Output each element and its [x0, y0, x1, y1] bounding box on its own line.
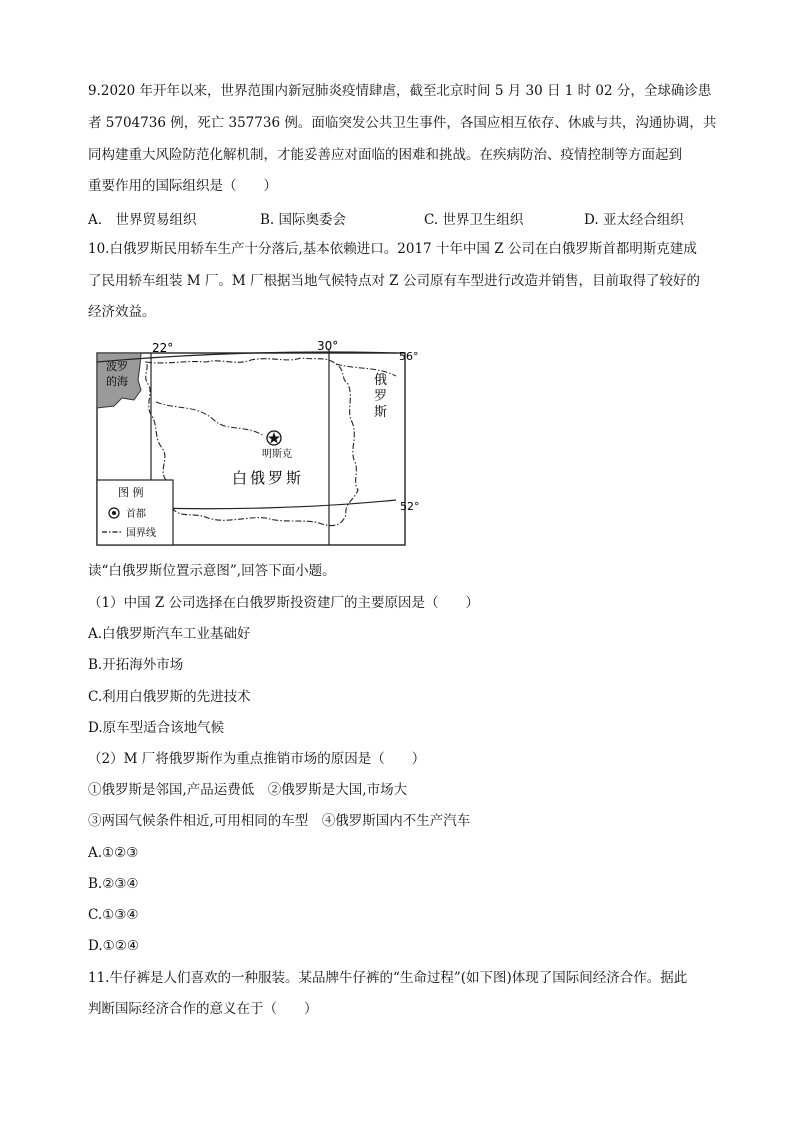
q11-line-1: 11.牛仔裤是人们喜欢的一种服装。某品牌牛仔裤的“生命过程”(如下图)体现了国际间经济合作。据此 — [88, 970, 688, 986]
baltic-label-1: 波罗 — [106, 360, 128, 373]
russia-label-3: 斯 — [374, 405, 388, 420]
q10-sub2-statement-1: ①俄罗斯是邻国,产品运费低 ②俄罗斯是大国,市场大 — [88, 782, 408, 798]
q10-line-2: 了民用轿车组装 M 厂。M 厂根据当地气候特点对 Z 公司原有车型进行改造并销售，目前取得了较好的 — [88, 273, 700, 289]
q9-option-c[interactable]: C. 世界卫生组织 — [424, 212, 524, 228]
q9-line-3: 同构建重大风险防范化解机制，才能妥善应对面临的困难和挑战。在疾病防治、疫情控制等方面起到 — [88, 147, 682, 163]
q10-sub2-option-b[interactable]: B.②③④ — [88, 876, 139, 892]
legend-capital-label: 首都 — [126, 509, 146, 520]
lat-bottom-label: 52° — [400, 500, 420, 513]
q10-sub2-option-d[interactable]: D.①②④ — [88, 938, 139, 954]
q10-sub1-option-b[interactable]: B.开拓海外市场 — [88, 657, 184, 673]
q9-options — [88, 208, 728, 226]
q10-sub2-statement-2: ③两国气候条件相近,可用相同的车型 ④俄罗斯国内不生产汽车 — [88, 813, 471, 829]
lon-right-label: 30° — [317, 340, 339, 353]
lat-top-label: 56° — [399, 350, 419, 363]
capital-label: 明斯克 — [262, 449, 292, 460]
q11-line-2: 判断国际经济合作的意义在于（ ） — [88, 1001, 318, 1017]
belarus-location-map — [96, 340, 426, 550]
q10-sub2-option-c[interactable]: C.①③④ — [88, 907, 139, 923]
baltic-label-2: 的海 — [106, 375, 128, 388]
country-label: 白俄罗斯 — [232, 469, 305, 487]
q10-sub1-question: （1）中国 Z 公司选择在白俄罗斯投资建厂的主要原因是（ ） — [88, 595, 480, 611]
q10-line-3: 经济效益。 — [88, 304, 156, 320]
lon-left-label: 22° — [152, 341, 174, 355]
q10-line-1: 10.白俄罗斯民用轿车生产十分落后,基本依赖进口。2017 十年中国 Z 公司在白俄罗斯首都明斯克建成 — [88, 241, 697, 257]
q9-option-d[interactable]: D. 亚太经合组织 — [584, 212, 684, 228]
q9-option-b[interactable]: B. 国际奥委会 — [260, 212, 347, 228]
q10-sub2-question: （2）M 厂将俄罗斯作为重点推销市场的原因是（ ） — [88, 751, 426, 767]
russia-label-2: 罗 — [374, 389, 388, 404]
q10-sub1-option-c[interactable]: C.利用白俄罗斯的先进技术 — [88, 689, 251, 705]
map-read-instruction: 读“白俄罗斯位置示意图”,回答下面小题。 — [88, 563, 336, 579]
q9-option-a[interactable]: A. 世界贸易组织 — [88, 212, 197, 228]
q9-line-1: 9.2020 年开年以来，世界范围内新冠肺炎疫情肆虐，截至北京时间 5 月 30 日 1 时 02 分，全球确诊患 — [88, 83, 712, 99]
q9-line-4: 重要作用的国际组织是（ ） — [88, 178, 277, 194]
q10-sub2-option-a[interactable]: A.①②③ — [88, 845, 139, 861]
russia-label-1: 俄 — [374, 373, 388, 388]
q10-sub1-option-d[interactable]: D.原车型适合该地气候 — [88, 720, 225, 736]
q10-sub1-option-a[interactable]: A.白俄罗斯汽车工业基础好 — [88, 626, 251, 642]
q9-line-2: 者 5704736 例，死亡 357736 例。面临突发公共卫生事件，各国应相互依存、休戚与共，沟通协调，共 — [88, 115, 717, 131]
legend-border-label: 国界线 — [126, 528, 156, 539]
legend-title: 图 例 — [118, 486, 144, 499]
